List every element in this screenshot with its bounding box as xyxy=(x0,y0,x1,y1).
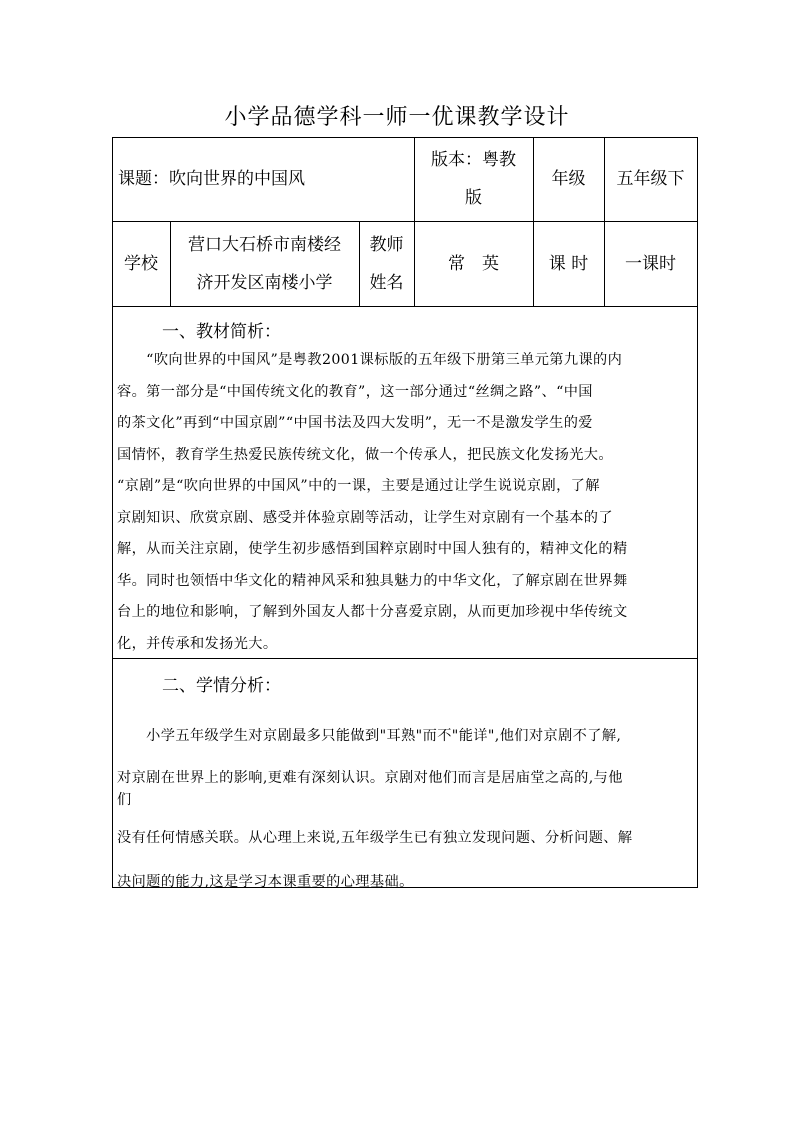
paragraph-line: 们 xyxy=(117,792,132,808)
school-name-line-2: 济开发区南楼小学 xyxy=(196,272,333,293)
paragraph-line: 京剧知识、欣赏京剧、感受并体验京剧等活动，让学生对京剧有一个基本的了 xyxy=(117,509,613,526)
teacher-name: 常 英 xyxy=(448,253,499,274)
period-label: 课 时 xyxy=(548,253,589,274)
paragraph-line: 没有任何情感关联。从心理上来说,五年级学生已有独立发现问题、分析问题、解 xyxy=(117,830,633,846)
paragraph-line: 解，从而关注京剧，使学生初步感悟到国粹京剧时中国人独有的，精神文化的精 xyxy=(117,541,628,557)
period-value-cell xyxy=(604,221,697,306)
grade-label: 年级 xyxy=(551,169,586,189)
teacher-label-line-1: 教师 xyxy=(369,234,404,255)
edition-line-1: 版本：粤教 xyxy=(431,150,516,170)
paragraph-line: 容。第一部分是“中国传统文化的教育”，这一部分通过“丝绸之路”、“中国 xyxy=(117,383,593,400)
period-value: 一课时 xyxy=(625,253,676,274)
paragraph-line: 华。同时也领悟中华文化的精神风采和独具魅力的中华文化，了解京剧在世界舞 xyxy=(117,572,628,589)
topic-text: 课题：吹向世界的中国风 xyxy=(118,169,305,189)
paragraph-line: 国情怀，教育学生热爱民族传统文化，做一个传承人，把民族文化发扬光大。 xyxy=(117,446,613,463)
school-name-line-1: 营口大石桥市南楼经 xyxy=(188,234,341,255)
paragraph-line: 的茶文化”再到“中国京剧”“中国书法及四大发明”，无一不是激发学生的爱 xyxy=(117,415,593,431)
edition-cell xyxy=(414,137,533,221)
paragraph-line: 对京剧在世界上的影响,更难有深刻认识。京剧对他们而言是居庙堂之高的,与他 xyxy=(117,770,623,786)
section-1-heading: 一、教材简析： xyxy=(162,322,281,342)
paragraph-line: 决问题的能力,这是学习本课重要的心理基础。 xyxy=(117,874,414,890)
document-title: 小学品德学科一师一优课教学设计 xyxy=(224,105,570,130)
teacher-name-cell xyxy=(414,221,533,306)
paragraph-line: 小学五年级学生对京剧最多只能做到"耳熟"而不"能详",他们对京剧不了解, xyxy=(117,728,622,744)
paragraph-line: 台上的地位和影响，了解到外国友人都十分喜爱京剧，从而更加珍视中华传统文 xyxy=(117,604,628,620)
paragraph-line: “京剧”是“吹向世界的中国风”中的一课，主要是通过让学生说说京剧，了解 xyxy=(117,478,600,494)
school-name-cell xyxy=(170,221,359,306)
grade-value: 五年级下 xyxy=(616,169,685,189)
grade-label-cell xyxy=(533,137,604,221)
row-divider-2 xyxy=(112,306,698,307)
paragraph-line: “吹向世界的中国风”是粤教2001课标版的五年级下册第三单元第九课的内 xyxy=(117,352,623,368)
school-label: 学校 xyxy=(124,253,158,274)
paragraph-line: 化，并传承和发扬光大。 xyxy=(117,635,278,652)
grade-value-cell xyxy=(604,137,697,221)
school-label-cell xyxy=(112,221,170,306)
table-border-right xyxy=(697,137,698,888)
section-1-body xyxy=(117,345,693,660)
section-2-heading: 二、学情分析： xyxy=(162,676,281,696)
teacher-label-cell xyxy=(359,221,414,306)
period-label-cell xyxy=(533,221,604,306)
edition-line-2: 版 xyxy=(465,188,482,208)
lesson-design-table xyxy=(112,137,698,888)
topic-cell xyxy=(112,137,414,221)
teacher-label-line-2: 姓名 xyxy=(369,272,404,293)
